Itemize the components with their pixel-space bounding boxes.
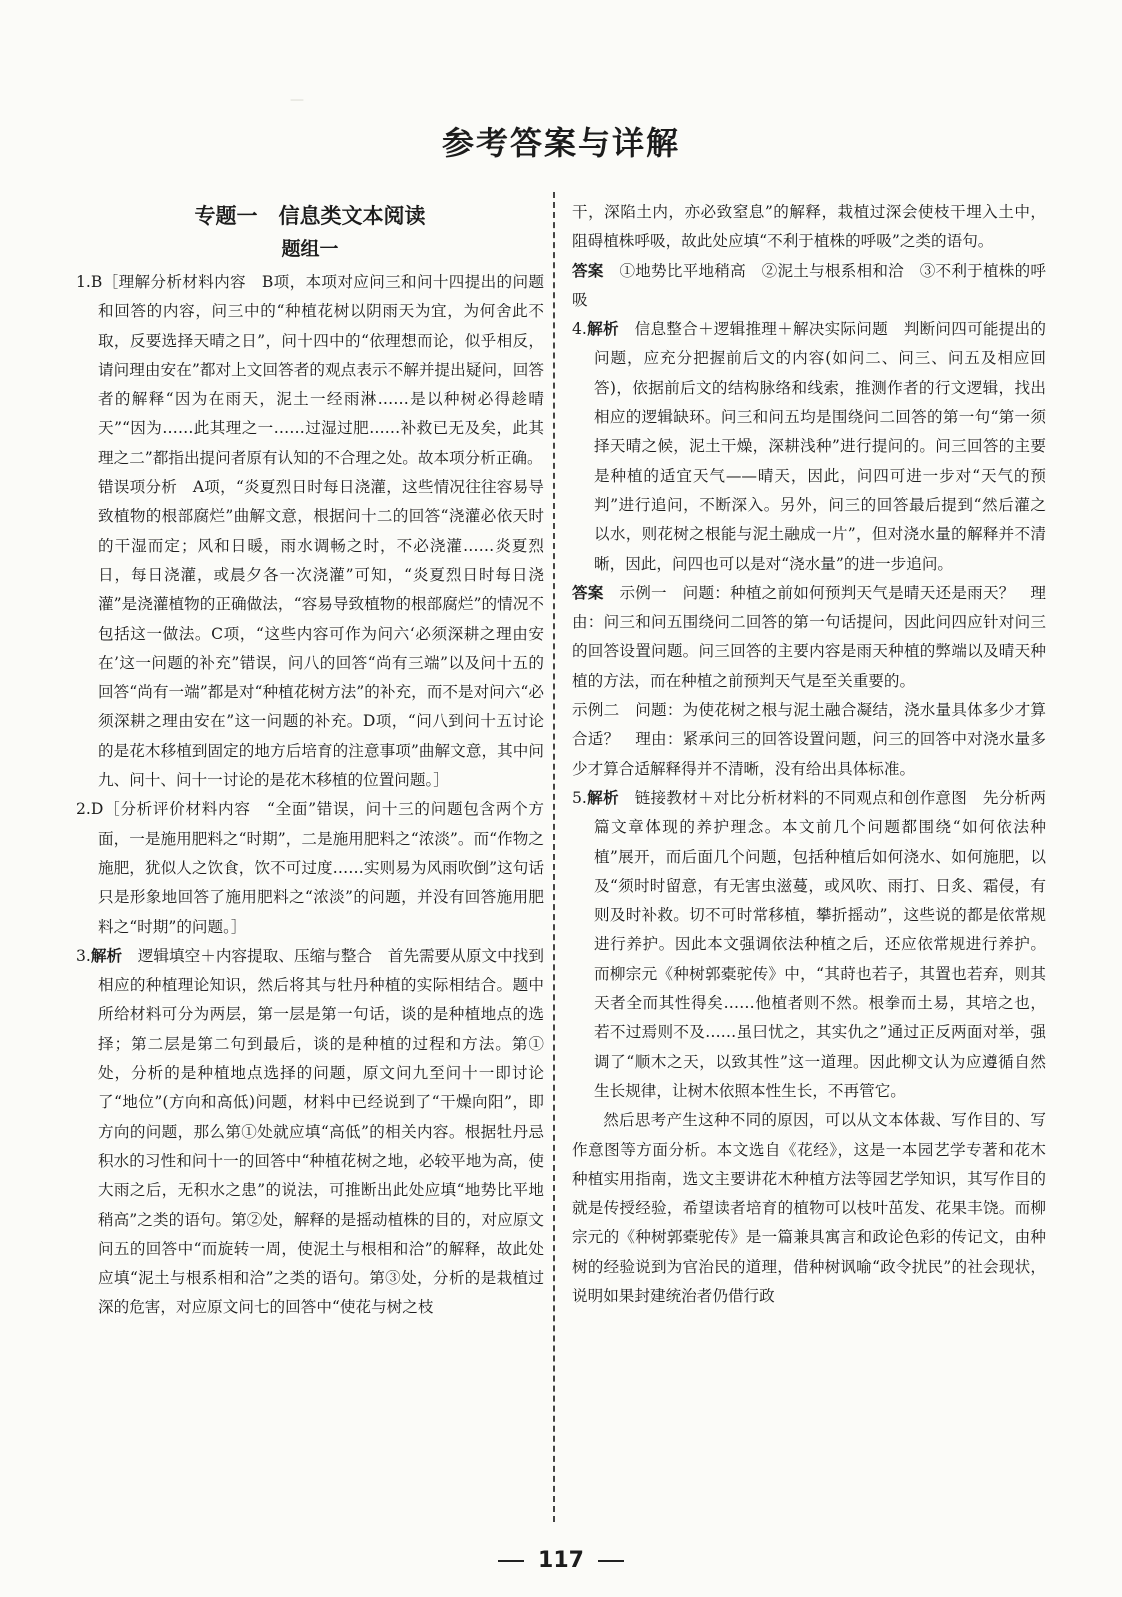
q5-analysis-label: 解析 (586, 788, 619, 807)
q3-analysis-label: 解析 (90, 946, 123, 965)
q4-number: 4. (572, 320, 587, 339)
q1-text: ［理解分析材料内容 B项，本项对应问三和问十四提出的问题和回答的内容，问三中的“种植花树以阴雨天为宜，为何舍此不取，反要选择天晴之日”，问十四中的“依理想而论，似乎相反，请问理由安在”都对上文回答者的观点表示不解并提出疑问，回答者的解释“因为在雨天，泥土一经雨淋……是以种树必得趁晴天”“因为……此其理之一……过湿过肥……补救已无及矣，此其理之二”都指出提问者原有认知的不合理之处。故本项分析正确。 (98, 273, 544, 467)
right-column (572, 198, 1046, 1311)
q1-number: 1.B (76, 273, 103, 291)
question-5 (572, 784, 1046, 1106)
q2-number: 2.D (76, 800, 104, 819)
q4-answer-example-1 (572, 579, 1046, 696)
q4-answer-label: 答案 (572, 583, 604, 602)
topic-title: 专题一 信息类文本阅读 (194, 204, 426, 228)
q3-answer (572, 257, 1046, 316)
q5-text: 链接教材＋对比分析材料的不同观点和创作意图 先分析两篇文章体现的养护理念。本文前几个问题都围绕“如何依法种植”展开，而后面几个问题，包括种植后如何浇水、如何施肥，以及“须时时留意，有无害虫滋蔓，或风吹、雨打、日炙、霜侵，有则及时补救。切不可时常移植，攀折摇动”，这些说的都是依常规进行养护。因此本文强调依法种植之后，还应依常规进行养护。而柳宗元《种树郭橐驼传》中，“其莳也若子，其置也若弃，则其天者全而其性得矣……他植者则不然。根拳而土易，其培之也，若不过焉则不及……虽曰忧之，其实仇之”通过正反两面对举，强调了“顺木之天，以致其性”这一道理。因此柳文认为应遵循自然生长规律，让树木依照本性生长，不再管它。 (594, 788, 1046, 1100)
q1-error-text: A项，“炎夏烈日时每日浇灌，这些情况往往容易导致植物的根部腐烂”曲解文意，根据问十二的回答“浇灌必依天时的干湿而定；风和日暖，雨水调畅之时，不必浇灌……炎夏烈日，每日浇灌，或晨夕各一次浇灌”可知，“炎夏烈日时每日浇灌”是浇灌植物的正确做法，“容易导致植物的根部腐烂”的情况不包括这一做法。C项，“这些内容可作为问六‘必须深耕之理由安在’这一问题的补充”错误，问八的回答“尚有三端”以及问十五的回答“尚有一端”都是对“种植花树方法”的补充，而不是对问六“必须深耕之理由安在”这一问题的补充。D项，“问八到问十五讨论的是花木移植到固定的地方后培育的注意事项”曲解文意，其中问九、问十、问十一讨论的是花木移植的位置问题。］ (98, 478, 544, 790)
question-3 (76, 942, 544, 1323)
question-2 (76, 795, 544, 941)
q2-text: ［分析评价材料内容 “全面”错误，问十三的问题包含两个方面，一是施用肥料之“时期”，二是施用肥料之“浓淡”。而“作物之施肥，犹似人之饮食，饮不可过度……实则易为风雨吹倒”这句话只是形象地回答了施用肥料之“浓淡”的问题，并没有回答施用肥料之“时期”的问题。］ (98, 800, 544, 936)
footer-dash-right (598, 1560, 624, 1562)
q4-example-1: 示例一 问题：种植之前如何预判天气是晴天还是雨天？ 理由：问三和问五围绕问二回答的第一句话提问，因此问四应针对问三的回答设置问题。问三回答的主要内容是雨天种植的弊端以及晴天种植的方法，而在种植之前预判天气是至关重要的。 (572, 583, 1046, 690)
page-number: 117 (538, 1548, 584, 1573)
question-4 (572, 315, 1046, 579)
left-column (76, 198, 544, 1323)
q3-continued: 干，深陷土内，亦必致窒息”的解释，栽植过深会使枝干埋入土中，阻碍植株呼吸，故此处应填“不利于植株的呼吸”之类的语句。 (572, 203, 1046, 251)
page-title: 参考答案与详解 (441, 124, 680, 162)
q3-number: 3. (76, 946, 91, 965)
q4-answer-example-2: 示例二 问题：为使花树之根与泥土融合凝结，浇水量具体多少才算合适？ 理由：紧承问三的回答设置问题，问三的回答中对浇水量多少才算合适解释得并不清晰，没有给出具体标准。 (572, 701, 1046, 778)
q1-error-label: 错误项分析 (98, 478, 177, 497)
page-footer (0, 1548, 1122, 1573)
column-divider (553, 192, 555, 1522)
q3-answer-label: 答案 (572, 261, 604, 280)
q4-text: 信息整合＋逻辑推理＋解决实际问题 判断问四可能提出的问题，应充分把握前后文的内容(如问二、问三、问五及相应回答)，依据前后文的结构脉络和线索，推测作者的行文逻辑，找出相应的逻辑缺环。问三和问五均是围绕问二回答的第一句“第一须择天晴之候，泥土干燥，深耕浅种”进行提问的。问三回答的主要是种植的适宜天气——晴天，因此，问四可进一步对“天气的预判”进行追问，不断深入。另外，问三的回答最后提到“然后灌之以水，则花树之根能与泥土融成一片”，但对浇水量的解释并不清晰，因此，问四也可以是对“浇水量”的进一步追问。 (594, 320, 1046, 573)
question-1 (76, 268, 544, 473)
q3-answer-text: ①地势比平地稍高 ②泥土与根系相和洽 ③不利于植株的呼吸 (572, 261, 1046, 309)
q1-error-analysis (76, 473, 544, 795)
bleed-through-text: — (290, 92, 304, 108)
q3-text: 逻辑填空＋内容提取、压缩与整合 首先需要从原文中找到相应的种植理论知识，然后将其与牡丹种植的实际相结合。题中所给材料可分为两层，第一层是第一句话，谈的是种植地点的选择；第二层是第二句到最后，谈的是种植的过程和方法。第①处，分析的是种植地点选择的问题，原文问九至问十一即讨论了“地位”(方向和高低)问题，材料中已经说到了“干燥向阳”，即方向的问题，那么第①处就应填“高低”的相关内容。根据牡丹忌积水的习性和问十一的回答中“种植花树之地，必较平地为高，使大雨之后，无积水之患”的说法，可推断出此处应填“地势比平地稍高”之类的语句。第②处，解释的是摇动植株的目的，对应原文问五的回答中“而旋转一周，使泥土与根相和洽”的解释，故此处应填“泥土与根系相和洽”之类的语句。第③处，分析的是栽植过深的危害，对应原文问七的回答中“使花与树之枝 (98, 946, 544, 1317)
q5-number: 5. (572, 788, 587, 807)
group-title: 题组一 (281, 238, 339, 260)
footer-dash-left (498, 1560, 524, 1562)
q4-analysis-label: 解析 (586, 320, 619, 339)
q5-paragraph-2: 然后思考产生这种不同的原因，可以从文本体裁、写作目的、写作意图等方面分析。本文选自《花经》，这是一本园艺学专著和花木种植实用指南，选文主要讲花木种植方法等园艺学知识，其写作目的就是传授经验，希望读者培育的植物可以枝叶茁发、花果丰饶。而柳宗元的《种树郭橐驼传》是一篇兼具寓言和政论色彩的传记文，由种树的经验说到为官治民的道理，借种树讽喻“政令扰民”的社会现状，说明如果封建统治者仍借行政 (572, 1111, 1046, 1305)
